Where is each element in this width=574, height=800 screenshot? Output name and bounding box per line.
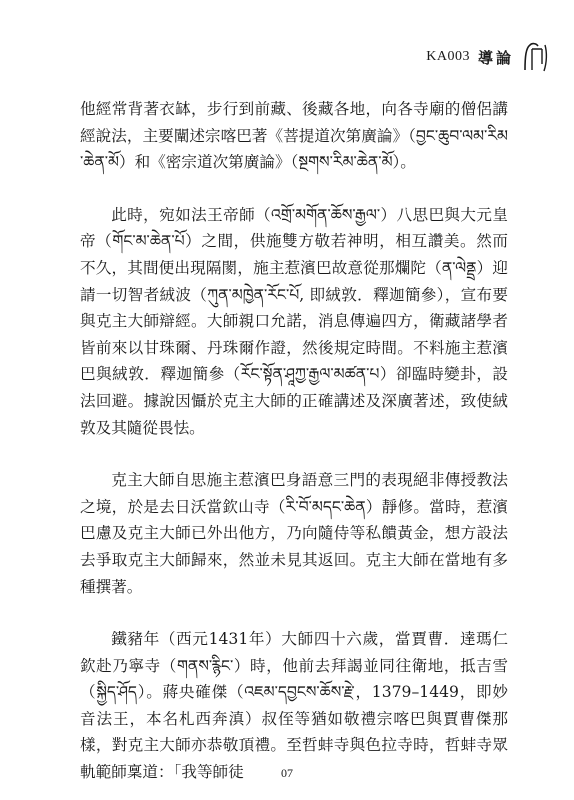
running-header: [426, 40, 548, 74]
body-paragraph-2: 此時，宛如法王帝師（འགྲོ་མགོན་ཆོས་རྒྱལ་）八思巴與大元皇帝（གོང་མ་ཆེན་པོ）之間，供施雙方敬若神明，相互讚美。然而不久，其間便出現隔閡，施主惹濱巴故意從那爛陀（ན་ལེནྡྲ）迎請一切智者絨波（ཀུན་མཁྱེན་རོང་པོ, 即絨敦．釋迦簡參），宣布要與克主大師辯經。大師親口允諾，消息傳遍四方，衛藏諸學者皆前來以甘珠爾、丹珠爾作證，然後規定時間。不料施主惹濱巴與絨敦．釋迦簡參（རོང་སྟོན་ཤཱཀྱ་རྒྱལ་མཚན་པ）卻臨時變卦，設法回避。據說因懾於克主大師的正確講述及深廣著述，致使絨敦及其隨從畏怯。: [80, 205, 508, 437]
body-paragraph-3: 克主大師自思施主惹濱巴身語意三門的表現絕非傳授教法之境，於是去日沃當欽山寺（རི་བོ་མདང་ཆེན）靜修。當時，惹濱巴慮及克主大師已外出他方，乃向隨侍等私饋黃金，想方設法去爭取克主大師歸來，然並未見其返回。克主大師在當地有多種撰著。: [80, 471, 508, 596]
document-code: KA003: [426, 49, 470, 64]
section-title: 導論: [477, 48, 514, 67]
body-paragraph-4: 鐵豬年（西元1431年）大師四十六歲，當賈曹．達瑪仁欽赴乃寧寺（གནས་རྙིང་）時，他前去拜謁並同往衛地，抵吉雪（སྐྱིད་ཤོད）。蔣央確傑（འཇམ་དབྱངས་ཆོས་རྗེ་，1379–1449，即妙音法王，本名札西奔滇）叔侄等猶如敬禮宗喀巴與賈曹傑那樣，對克主大師亦恭敬頂禮。至哲蚌寺與色拉寺時，哲蚌寺眾軌範師稟道：「我等師徒: [80, 630, 508, 782]
page-number: 07: [281, 766, 293, 780]
tibetan-ornament-icon: [522, 40, 548, 74]
body-paragraph-1: 他經常背著衣缽，步行到前藏、後藏各地，向各寺廟的僧侶講經說法，主要闡述宗喀巴著《菩提道次第廣論》（བྱང་ཆུབ་ལམ་རིམ་ཆེན་མོ）和《密宗道次第廣論》（སྔགས་རིམ་ཆེན་མོ）。: [80, 100, 508, 172]
page-body: [80, 96, 508, 786]
